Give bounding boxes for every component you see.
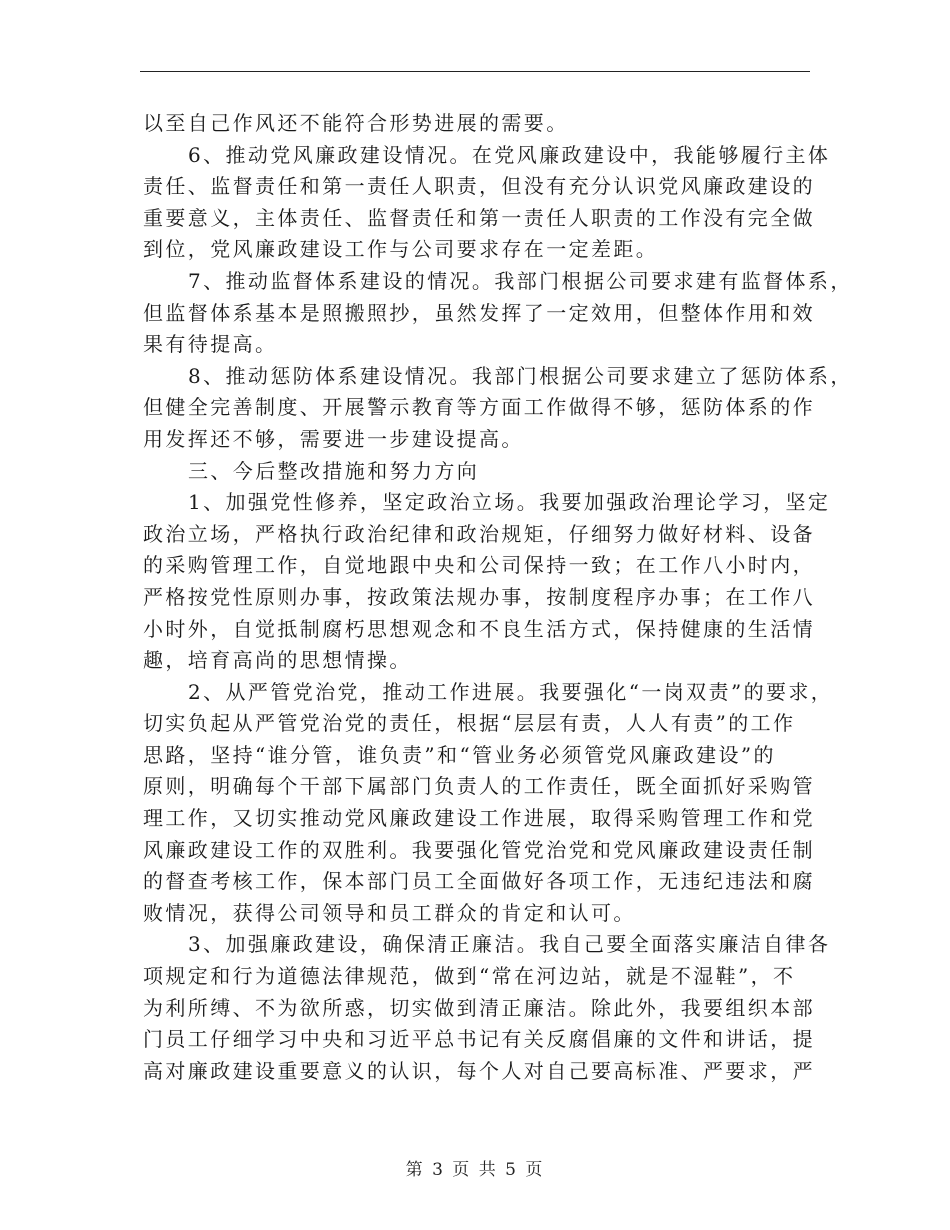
- text-line: 项规定和行为道德法律规范，做到“常在河边站，就是不湿鞋”，不: [143, 964, 796, 989]
- text-line: 责任、监督责任和第一责任人职责，但没有充分认识党风廉政建设的: [143, 174, 815, 199]
- text-line: 以至自己作风还不能符合形势进展的需要。: [143, 111, 569, 135]
- text-line: 8、推动惩防体系建设情况。我部门根据公司要求建立了惩防体系，: [188, 363, 853, 388]
- text-line: 2、从严管党治党，推动工作进展。我要强化“一岗双责”的要求，: [188, 679, 834, 704]
- text-line: 3、加强廉政建设，确保清正廉洁。我自己要全面落实廉洁自律各: [188, 932, 831, 957]
- text-line: 到位，党风廉政建设工作与公司要求存在一定差距。: [143, 237, 659, 262]
- text-line: 原则，明确每个干部下属部门负责人的工作责任，既全面抓好采购管: [143, 774, 815, 799]
- text-line: 风廉政建设工作的双胜利。我要强化管党治党和党风廉政建设责任制: [143, 837, 815, 862]
- text-line: 严格按党性原则办事，按政策法规办事，按制度程序办事；在工作八: [143, 584, 815, 609]
- text-line: 7、推动监督体系建设的情况。我部门根据公司要求建有监督体系，: [188, 268, 853, 293]
- text-line: 门员工仔细学习中央和习近平总书记有关反腐倡廉的文件和讲话，提: [143, 1027, 815, 1052]
- text-line: 的督查考核工作，保本部门员工全面做好各项工作，无违纪违法和腐: [143, 869, 815, 894]
- text-line: 高对廉政建设重要意义的认识，每个人对自己要高标准、严要求，严: [143, 1058, 815, 1083]
- text-line: 趣，培育高尚的思想情操。: [143, 648, 412, 673]
- paragraph: [143, 266, 853, 361]
- text-line: 三、今后整改措施和努力方向: [188, 458, 480, 483]
- text-line: 果有待提高。: [143, 332, 278, 357]
- text-line: 理工作，又切实推动党风廉政建设工作进展，取得采购管理工作和党: [143, 806, 815, 831]
- text-line: 重要意义，主体责任、监督责任和第一责任人职责的工作没有完全做: [143, 205, 815, 230]
- text-line: 小时外，自觉抵制腐朽思想观念和不良生活方式，保持健康的生活情: [143, 616, 815, 641]
- text-line: 思路，坚持“谁分管，谁负责”和“管业务必须管党风廉政建设”的: [143, 742, 776, 767]
- page-footer: [0, 1155, 950, 1180]
- text-line: 切实负起从严管党治党的责任，根据“层层有责，人人有责”的工作: [143, 711, 796, 736]
- document-body: [143, 108, 853, 1087]
- text-line: 用发挥还不够，需要进一步建设提高。: [143, 426, 524, 451]
- paragraph: [143, 108, 815, 140]
- paragraph: [143, 929, 831, 1087]
- text-line: 1、加强党性修养，坚定政治立场。我要加强政治理论学习，坚定: [188, 490, 831, 515]
- text-line: 败情况，获得公司领导和员工群众的肯定和认可。: [143, 900, 636, 925]
- header-rule: [140, 71, 810, 72]
- text-line: 但监督体系基本是照搬照抄，虽然发挥了一定效用，但整体作用和效: [143, 300, 815, 325]
- page-number: 第 3 页 共 5 页: [405, 1160, 545, 1180]
- paragraph: [143, 140, 831, 266]
- text-line: 的采购管理工作，自觉地跟中央和公司保持一致；在工作八小时内，: [143, 553, 815, 578]
- text-line: 政治立场，严格执行政治纪律和政治规矩，仔细努力做好材料、设备: [143, 521, 815, 546]
- text-line: 但健全完善制度、开展警示教育等方面工作做得不够，惩防体系的作: [143, 395, 815, 420]
- text-line: 6、推动党风廉政建设情况。在党风廉政建设中，我能够履行主体: [188, 142, 831, 167]
- paragraph: [143, 456, 815, 488]
- paragraph: [143, 677, 834, 930]
- paragraph: [143, 487, 831, 677]
- paragraph: [143, 361, 853, 456]
- text-line: 为利所缚、不为欲所惑，切实做到清正廉洁。除此外，我要组织本部: [143, 995, 815, 1020]
